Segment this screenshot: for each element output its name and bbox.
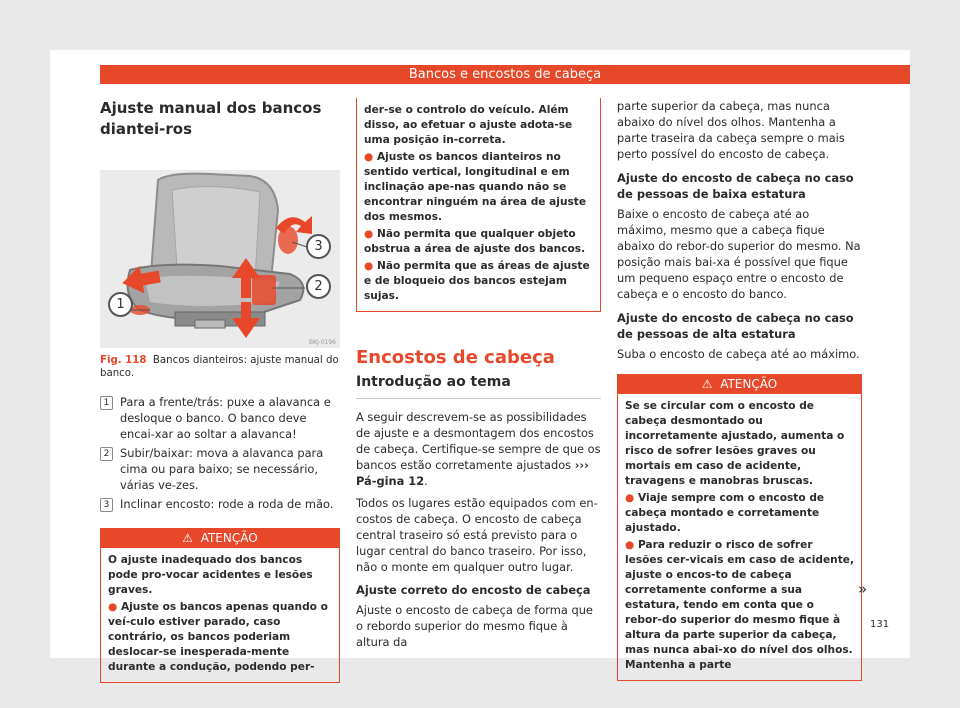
page-number: 131 — [870, 619, 890, 630]
callout-1: 1 — [108, 292, 133, 317]
warning-triangle-icon: ⚠ — [182, 531, 194, 545]
column-right — [617, 98, 862, 681]
paragraph-head-position: parte superior da cabeça, mas nunca abaixo do nível dos olhos. Mantenha a parte traseira da cabeça sempre o mais perto possível do encosto de cabeça. — [617, 99, 845, 161]
warning-box-headrest — [617, 374, 862, 681]
warning-bullet-text: Ajuste os bancos dianteiros no sentido vertical, longitudinal e em inclinação ape-nas quando não se encontrar ninguém na área de ajuste dos mesmos. — [364, 151, 587, 223]
step-number: 3 — [100, 498, 113, 512]
bullet-icon: ● — [625, 539, 635, 551]
warning-intro: Se se circular com o encosto de cabeça desmontado ou incorretamente ajustado, aumenta o risco de sofrer lesões graves ou mortais em caso de acidente, travagens e manobras bruscas. — [625, 400, 845, 487]
warning-bullet-text: Ajuste os bancos apenas quando o veí-culo estiver parado, caso contrário, os bancos poderiam deslocar-se inesperada-mente durante a condução, podendo per- — [108, 601, 328, 673]
warning-bullet-text: Não permita que as áreas de ajuste e de bloqueio dos bancos estejam sujas. — [364, 260, 590, 302]
warning-bullet — [625, 491, 854, 536]
subheading-correct-adjust: Ajuste correto do encosto de cabeça — [356, 583, 591, 597]
intro-paragraph: A seguir descrevem-se as possibilidades de ajuste e a desmontagem dos encostos de cabeça. Certifique-se sempre de que os bancos estão corretamente ajustados ››› Pá-gina 12. — [356, 410, 601, 488]
warning-triangle-icon: ⚠ — [701, 377, 713, 391]
warning-bullet — [108, 600, 332, 675]
manual-page — [50, 50, 910, 673]
seat-figure — [100, 170, 340, 348]
step-text: Subir/baixar: mova a alavanca para cima ou para baixo; se necessário, várias ve-zes. — [120, 446, 324, 492]
column-left — [100, 98, 340, 683]
warning-box-seats — [100, 528, 340, 683]
callout-3: 3 — [306, 234, 331, 259]
warning-bullet-text: Para reduzir o risco de sofrer lesões cer-vicais em caso de acidente, ajuste o encos-to de cabeça corretamente conforme a sua estatura, tendo em conta que o rebor-do superior do mesmo fique à altura da parte superior da cabeça, mas nunca abai-xo do nível dos olhos. Mantenha a parte — [625, 539, 854, 671]
heading-manual-seat-adjust: Ajuste manual dos bancos diantei-ros — [100, 99, 322, 138]
warning-bullet — [364, 259, 593, 304]
warning-header — [101, 529, 339, 548]
callout-2: 2 — [306, 274, 331, 299]
steps-list — [100, 394, 340, 512]
bullet-icon: ● — [625, 492, 635, 504]
figure-caption — [100, 354, 340, 380]
warning-bullet — [625, 538, 854, 673]
warning-title: ATENÇÃO — [720, 377, 778, 391]
section-banner: Bancos e encostos de cabeça — [100, 65, 910, 84]
warning-body — [618, 394, 861, 680]
paragraph-adjust: Ajuste o encosto de cabeça de forma que o rebordo superior do mesmo fique à altura da — [356, 603, 593, 649]
intro-text: A seguir descrevem-se as possibilidades de ajuste e a desmontagem dos encostos de cabeça. Certifique-se sempre de que os bancos estão corretamente ajustados — [356, 410, 601, 472]
section-title: Encostos de cabeça — [356, 347, 555, 368]
warning-header — [618, 375, 861, 394]
step-3 — [100, 496, 340, 512]
step-2 — [100, 445, 340, 493]
step-number: 2 — [100, 447, 113, 461]
warning-body — [357, 98, 600, 311]
figure-caption-text: Bancos dianteiros: ajuste manual do banco. — [100, 355, 339, 379]
bullet-icon: ● — [364, 260, 374, 272]
paragraph-short-stature: Baixe o encosto de cabeça até ao máximo, mesmo que a cabeça fique abaixo do rebor-do superior do mesmo. Na posição mais bai-xa é possível que fique um pequeno espaço entre o encosto de cabeça e o encosto do banco. — [617, 207, 861, 301]
bullet-icon: ● — [108, 601, 118, 613]
figure-id: BKJ-0196 — [308, 339, 336, 346]
figure-number: Fig. 118 — [100, 355, 147, 366]
column-middle — [356, 98, 601, 650]
step-1 — [100, 394, 340, 442]
warning-title: ATENÇÃO — [200, 531, 258, 545]
step-text: Para a frente/trás: puxe a alavanca e desloque o banco. O banco deve encai-xar ao soltar a alavanca! — [120, 395, 331, 441]
paragraph-tall-stature: Suba o encosto de cabeça até ao máximo. — [617, 347, 860, 361]
subheading-tall-stature: Ajuste do encosto de cabeça no caso de pessoas de alta estatura — [617, 311, 854, 341]
step-number: 1 — [100, 396, 113, 410]
warning-body — [101, 548, 339, 682]
step-text: Inclinar encosto: rode a roda de mão. — [120, 497, 334, 511]
page-reference-link[interactable]: ››› Pá-gina 12 — [356, 458, 589, 488]
bullet-icon: ● — [364, 151, 374, 163]
warning-box-continued — [356, 98, 601, 312]
seat-illustration — [100, 170, 340, 348]
paragraph-seats: Todos os lugares estão equipados com en-costos de cabeça. O encosto de cabeça central traseiro só está previsto para o lugar central do banco traseiro. Por isso, não o monte em qualquer outro lugar. — [356, 496, 598, 574]
warning-bullet-text: Viaje sempre com o encosto de cabeça montado e corretamente ajustado. — [625, 492, 825, 534]
warning-bullet — [364, 150, 593, 225]
continue-arrow-icon: » — [858, 580, 868, 598]
subheading-short-stature: Ajuste do encosto de cabeça no caso de pessoas de baixa estatura — [617, 171, 854, 201]
bullet-icon: ● — [364, 228, 374, 240]
warning-bullet-text: Não permita que qualquer objeto obstrua a área de ajuste dos bancos. — [364, 228, 586, 255]
warning-bullet — [364, 227, 593, 257]
warning-intro: O ajuste inadequado dos bancos pode pro-vocar acidentes e lesões graves. — [108, 554, 313, 596]
subsection-title: Introdução ao tema — [356, 372, 601, 399]
warning-continuation: der-se o controlo do veículo. Além disso, ao efetuar o ajuste adota-se uma posição in-correta. — [364, 104, 573, 146]
